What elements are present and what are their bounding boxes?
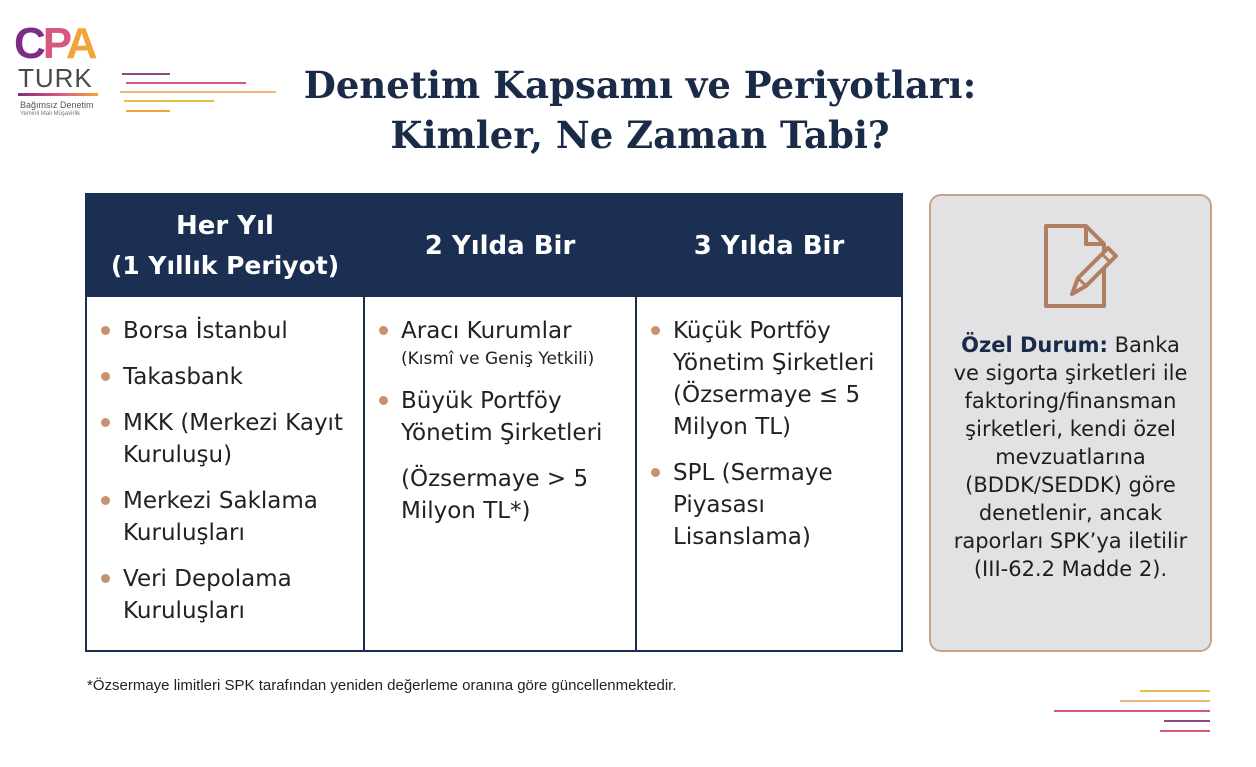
column-every-2-years	[363, 195, 635, 650]
bullet-icon	[651, 326, 660, 335]
list-item-text: Küçük Portföy Yönetim Şirketleri	[673, 318, 875, 376]
list-item-text: Veri Depolama Kuruluşları	[123, 566, 292, 624]
special-case-text	[947, 331, 1194, 583]
column-header-line1: 3 Yılda Bir	[693, 231, 845, 261]
column-every-3-years	[635, 195, 901, 650]
list-item	[101, 361, 357, 393]
page-title-line1: Denetim Kapsamı ve Periyotları:	[303, 63, 977, 107]
logo-letter-c: C	[14, 19, 43, 68]
list-item-text: Borsa İstanbul	[123, 318, 288, 344]
bullet-icon	[101, 326, 110, 335]
decor-line	[1120, 700, 1210, 702]
logo-turk: TURK	[18, 63, 93, 93]
bullet-icon	[101, 372, 110, 381]
bullet-icon	[101, 418, 110, 427]
decor-line	[126, 82, 246, 84]
decor-line	[126, 110, 170, 112]
page-title-line2: Kimler, Ne Zaman Tabi?	[390, 113, 890, 157]
decor-line	[1054, 710, 1210, 712]
list-item-text: Merkezi Saklama Kuruluşları	[123, 488, 318, 546]
list-item	[651, 315, 895, 443]
logo-subtitle: Bağımsız Denetim	[20, 100, 94, 110]
decor-line	[1160, 730, 1210, 732]
list-item-text: Büyük Portföy Yönetim Şirketleri	[401, 388, 603, 446]
special-case-label: Özel Durum:	[961, 333, 1108, 357]
decor-line	[1140, 690, 1210, 692]
column-header	[365, 195, 635, 297]
logo-letter-a: A	[65, 19, 95, 68]
decor-line	[124, 100, 214, 102]
item-list	[651, 315, 895, 553]
page-title	[240, 60, 1040, 160]
special-case-card	[929, 194, 1212, 652]
logo-subtitle-small: Yeminli Mali Müşavirlik	[20, 111, 81, 117]
bullet-icon	[651, 468, 660, 477]
special-case-body: Banka ve sigorta şirketleri ile faktoring/finansman şirketleri, kendi özel mevzuatlarına (BDDK/SEDDK) göre denetlenir, ancak raporları SPK’ya iletilir (III-62.2 Madde 2).	[953, 333, 1188, 581]
bullet-icon	[379, 326, 388, 335]
logo-cpa	[14, 20, 95, 68]
logo-letter-p: P	[42, 19, 66, 68]
list-item-text: Aracı Kurumlar	[401, 318, 572, 344]
bullet-icon	[101, 496, 110, 505]
list-item	[379, 315, 629, 371]
list-item	[101, 563, 357, 627]
list-item	[101, 315, 357, 347]
document-edit-icon	[1038, 222, 1118, 312]
item-list	[379, 315, 629, 527]
list-item-text: Takasbank	[123, 364, 243, 390]
list-item	[101, 407, 357, 471]
bullet-icon	[379, 396, 388, 405]
column-every-year	[87, 195, 363, 650]
column-header	[637, 195, 901, 297]
list-item-text: SPL (Sermaye Piyasası Lisanslama)	[673, 460, 833, 550]
list-item	[379, 385, 629, 527]
bullet-icon	[101, 574, 110, 583]
item-list	[101, 315, 357, 627]
column-header-line1: Her Yıl	[176, 211, 274, 241]
audit-period-table	[85, 193, 903, 652]
list-item-note: (Özsermaye > 5 Milyon TL*)	[401, 466, 589, 524]
list-item-note: (Kısmî ve Geniş Yetkili)	[401, 349, 595, 369]
logo-bar	[18, 93, 98, 96]
decor-line	[1164, 720, 1210, 722]
column-header-line2: (1 Yıllık Periyot)	[110, 251, 340, 280]
list-item	[651, 457, 895, 553]
column-header-line1: 2 Yılda Bir	[424, 231, 576, 261]
list-item	[101, 485, 357, 549]
decor-line	[122, 73, 170, 75]
footnote: *Özsermaye limitleri SPK tarafından yeniden değerleme oranına göre güncellenmektedir.	[87, 677, 677, 694]
list-item-note: (Özsermaye ≤ 5 Milyon TL)	[673, 382, 861, 440]
cpa-turk-logo	[14, 20, 124, 120]
column-header	[87, 195, 363, 297]
spacer	[401, 449, 629, 463]
list-item-text: MKK (Merkezi Kayıt Kuruluşu)	[123, 410, 343, 468]
